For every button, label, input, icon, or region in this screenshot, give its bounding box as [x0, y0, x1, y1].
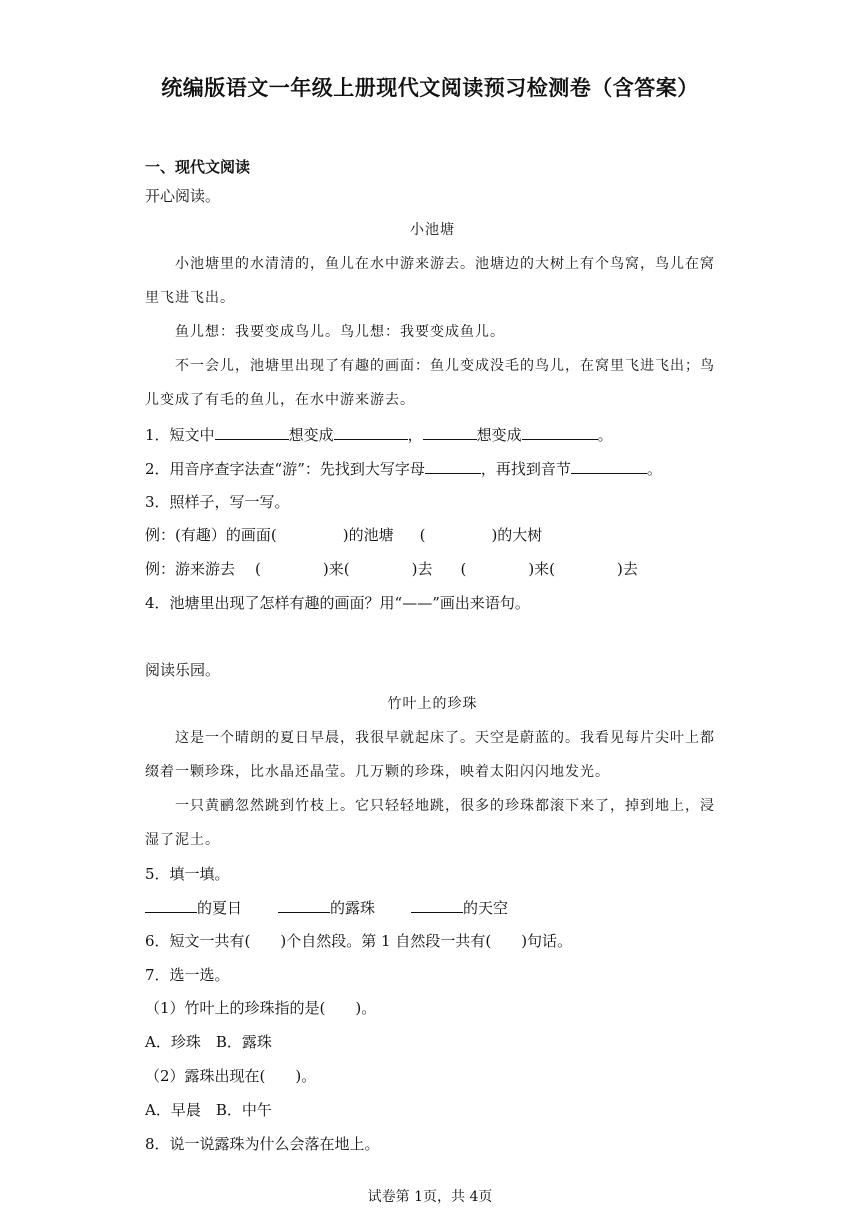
- sub-question-text: （2）露珠出现在(: [145, 1067, 266, 1085]
- question-3-example-2: [145, 559, 720, 579]
- example-text: )来(: [322, 560, 350, 578]
- passage-2-paragraph-1-line-2: 缀着一颗珍珠，比水晶还晶莹。几万颗的珍珠，映着太阳闪闪地发光。: [145, 764, 610, 780]
- passage-2-paragraph-1-line-1: 这是一个晴朗的夏日早晨，我很早就起床了。天空是蔚蓝的。我看见每片尖叶上都: [175, 730, 715, 746]
- question-7-options-1: A．珍珠 B．露珠: [145, 1033, 272, 1051]
- question-1: [145, 424, 720, 445]
- passage-1-paragraph-2: 鱼儿想：我要变成鸟儿。鸟儿想：我要变成鱼儿。: [175, 324, 505, 340]
- passage-title-1: 小池塘: [410, 222, 455, 238]
- question-text: 说一说露珠为什么会落在地上。: [169, 1135, 380, 1153]
- example-text: )的池塘: [342, 526, 394, 544]
- question-text: ，: [407, 426, 423, 444]
- passage-2-paragraph-2-line-1: 一只黄鹂忽然跳到竹枝上。它只轻轻地跳，很多的珍珠都滚下来了，掉到地上，浸: [175, 798, 715, 814]
- document-title: 统编版语文一年级上册现代文阅读预习检测卷（含答案）: [161, 76, 699, 100]
- question-number: 4．: [145, 594, 170, 612]
- example-text: 例：游来游去: [145, 560, 236, 578]
- question-text: 选一选。: [169, 966, 230, 984]
- question-7-sub-2: [145, 1066, 720, 1086]
- answer-blank[interactable]: [145, 897, 197, 913]
- answer-blank[interactable]: [411, 897, 463, 913]
- question-text: ，再找到音节: [480, 460, 571, 478]
- question-3: [145, 492, 720, 512]
- question-5-blanks: [145, 897, 720, 918]
- example-text: )去: [411, 560, 433, 578]
- blank-suffix: 的夏日: [197, 899, 243, 917]
- question-number: 7．: [145, 966, 170, 984]
- blank-suffix: 的天空: [463, 899, 509, 917]
- question-text: )句话。: [521, 932, 573, 950]
- sub-question-text: )。: [295, 1067, 317, 1085]
- passage-title-2: 竹叶上的珍珠: [387, 696, 478, 712]
- sub-question-text: )。: [355, 999, 377, 1017]
- reading-instruction-1: 开心阅读。: [145, 187, 221, 205]
- page-footer: 试卷第 1页，共 4页: [367, 1189, 493, 1205]
- example-text: 例：(有趣）的画面(: [145, 526, 277, 544]
- example-text: )的大树: [491, 526, 543, 544]
- question-text: 。: [597, 426, 613, 444]
- example-text: (: [419, 526, 426, 544]
- example-text: (: [255, 560, 261, 578]
- question-6: [145, 931, 720, 951]
- section-heading: 一、现代文阅读: [145, 158, 251, 176]
- question-7: [145, 965, 720, 985]
- answer-blank[interactable]: [571, 458, 647, 474]
- question-3-example-1: [145, 525, 720, 545]
- question-7-options-2: A．早晨 B．中午: [145, 1101, 272, 1119]
- question-7-sub-1: [145, 998, 720, 1018]
- question-text: 。: [646, 460, 662, 478]
- answer-blank[interactable]: [215, 424, 289, 440]
- question-text: 短文一共有(: [169, 932, 251, 950]
- question-text: )个自然段。第 1 自然段一共有(: [280, 932, 492, 950]
- answer-blank[interactable]: [423, 424, 477, 440]
- answer-blank[interactable]: [425, 458, 481, 474]
- passage-1-paragraph-3-line-1: 不一会儿，池塘里出现了有趣的画面：鱼儿变成没毛的鸟儿，在窝里飞进飞出；鸟: [175, 358, 715, 374]
- example-text: (: [460, 560, 467, 578]
- question-text: 照样子，写一写。: [169, 493, 290, 511]
- question-4: [145, 593, 720, 613]
- question-text: 短文中: [169, 426, 215, 444]
- question-8: [145, 1134, 720, 1154]
- passage-1-paragraph-1-line-2: 里飞进飞出。: [145, 290, 235, 306]
- answer-blank[interactable]: [278, 897, 330, 913]
- question-text: 想变成: [288, 426, 334, 444]
- passage-2-paragraph-2-line-2: 湿了泥土。: [145, 832, 220, 848]
- question-number: 8．: [145, 1135, 170, 1153]
- question-2: [145, 458, 720, 479]
- question-text: 填一填。: [169, 865, 230, 883]
- example-text: )去: [617, 560, 638, 578]
- reading-instruction-2: 阅读乐园。: [145, 661, 221, 679]
- question-5: [145, 864, 720, 884]
- question-number: 5．: [145, 865, 170, 883]
- sub-question-text: （1）竹叶上的珍珠指的是(: [145, 999, 326, 1017]
- passage-1-paragraph-1-line-1: 小池塘里的水清清的，鱼儿在水中游来游去。池塘边的大树上有个鸟窝，鸟儿在窝: [175, 256, 715, 272]
- answer-blank[interactable]: [334, 424, 408, 440]
- answer-blank[interactable]: [522, 424, 598, 440]
- question-text: 池塘里出现了怎样有趣的画面？用“——”画出来语句。: [169, 594, 530, 612]
- question-number: 2．: [145, 460, 170, 478]
- blank-suffix: 的露珠: [330, 899, 376, 917]
- question-number: 6．: [145, 932, 170, 950]
- question-text: 用音序查字法查“游”：先找到大写字母: [169, 460, 425, 478]
- example-text: )来(: [528, 560, 556, 578]
- question-text: 想变成: [476, 426, 522, 444]
- question-number: 1．: [145, 426, 170, 444]
- question-number: 3．: [145, 493, 170, 511]
- passage-1-paragraph-3-line-2: 儿变成了有毛的鱼儿，在水中游来游去。: [145, 392, 415, 408]
